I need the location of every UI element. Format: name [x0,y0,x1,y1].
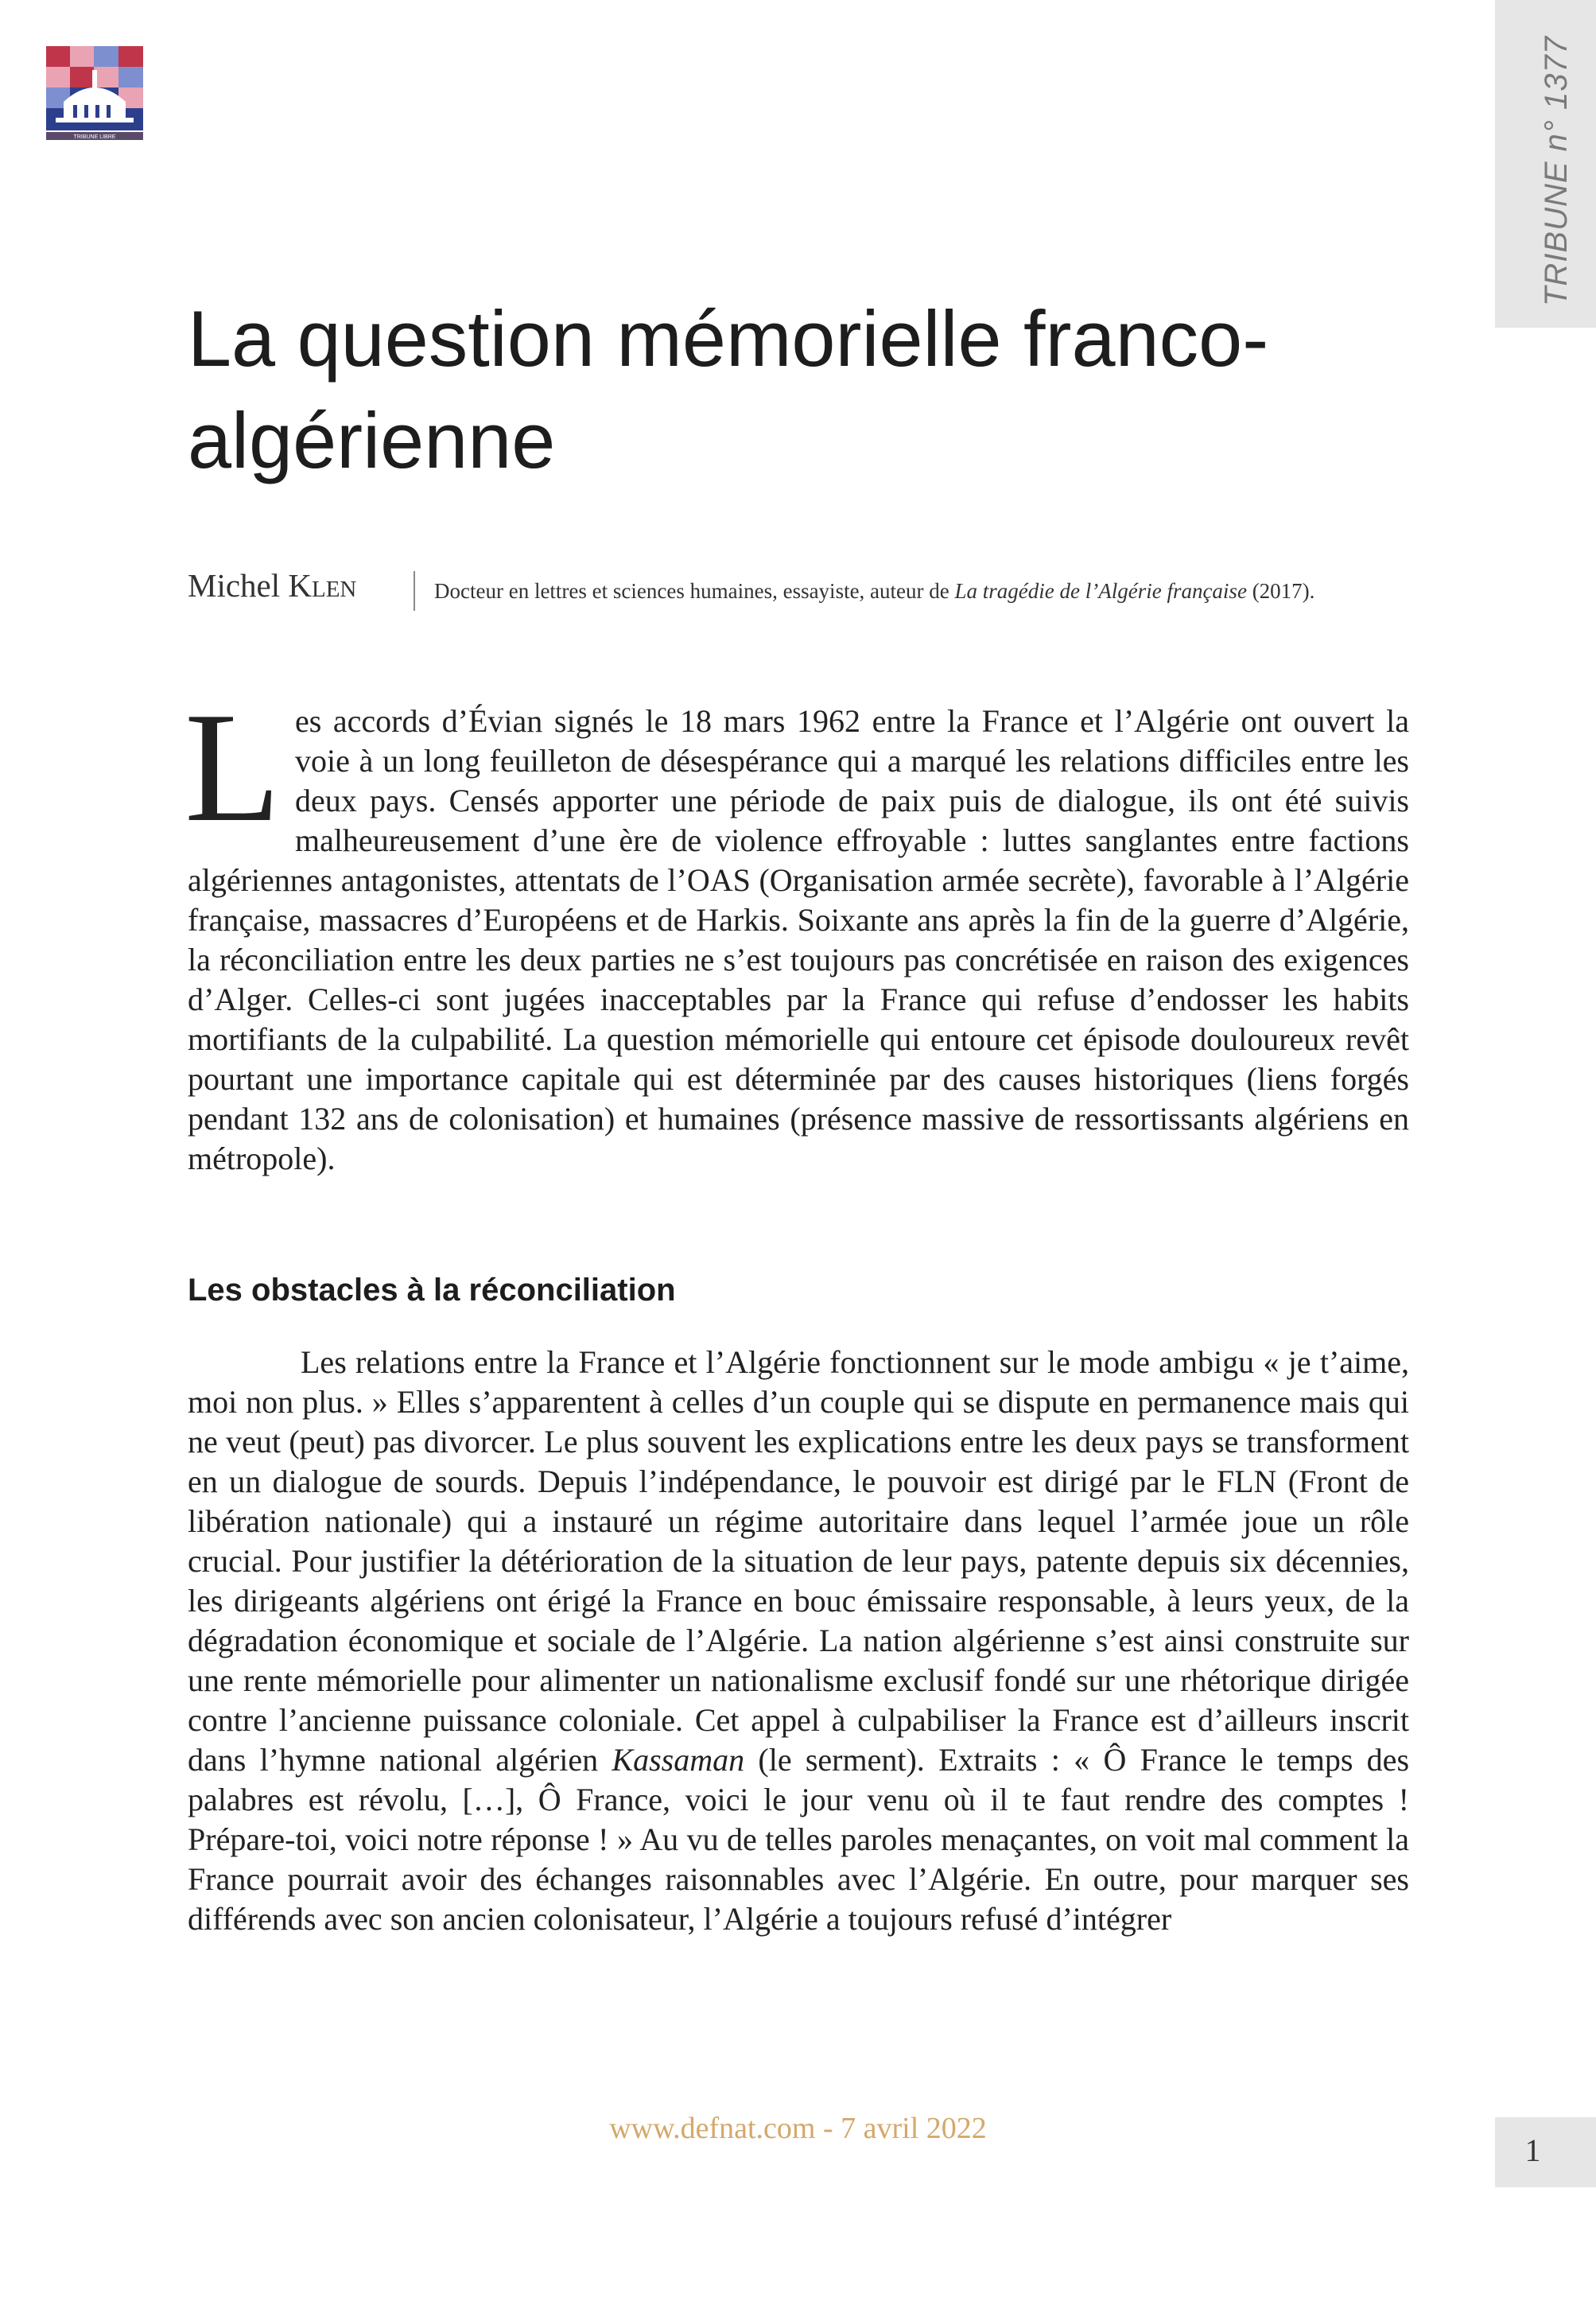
section-paragraph [188,1343,1409,1939]
author-book-title: La tragédie de l’Algérie française [954,579,1247,603]
author-name [188,566,356,604]
author-description-text: Docteur en lettres et sciences humaines, essayiste, auteur de [434,579,955,603]
author-last-name: Klen [288,567,357,604]
author-divider [414,571,415,611]
anthem-title: Kassaman [612,1742,745,1778]
author-first-name: Michel [188,567,289,604]
intro-paragraph [184,680,1409,1179]
tribune-number-label: TRIBUNE n° 1377 [1539,35,1574,306]
author-description [434,579,1314,604]
institution-logo [46,46,143,142]
logo-caption: TRIBUNE LIBRE [73,134,116,140]
section-text-part2: (le serment). Extraits : « Ô France le temps des palabres est révolu, […], Ô France, voici le jour venu où il te faut rendre des comptes ! Prépare-toi, voici notre réponse ! » Au vu de telles paroles menaçantes, on voit mal comment la France pourrait avoir des échanges raisonnables avec l’Algérie. En outre, pour marquer ses différends avec son ancien colonisateur, l’Algérie a toujours refusé d’intégrer [188,1742,1410,1937]
footer-link[interactable]: www.defnat.com - 7 avril 2022 [609,2112,987,2145]
page-number: 1 [1524,2132,1541,2168]
section-text-part1: Les relations entre la France et l’Algérie fonctionnent sur le mode ambigu « je t’aime, moi non plus. » Elles s’apparentent à celles d’un couple qui se dispute en permanence mais qui ne veut (peut) pas divorcer. Le plus souvent les explications entre les deux pays se transforment en un dialogue de sourds. Depuis l’indépendance, le pouvoir est dirigé par le FLN (Front de libération nationale) qui a instauré un régime autoritaire dans lequel l’armée joue un rôle crucial. Pour justifier la détérioration de la situation de leur pays, patente depuis six décennies, les dirigeants algériens ont érigé la France en bouc émissaire responsable, à leurs yeux, de la dégradation économique et sociale de l’Algérie. La nation algérienne s’est ainsi construite sur une rente mémorielle pour alimenter un nationalisme exclusif fondé sur une rhétorique dirigée contre l’ancienne puissance coloniale. Cet appel à culpabiliser la France est d’ailleurs inscrit dans l’hymne national algérien [188,1344,1409,1778]
page-number-tab [1495,2117,1596,2187]
section-heading: Les obstacles à la réconciliation [188,1273,676,1308]
author-byline [188,566,1412,611]
page-title: La question mémorielle franco-algérienne [188,294,1269,484]
author-description-year: (2017). [1246,579,1315,603]
intro-text: es accords d’Évian signés le 18 mars 1962 entre la France et l’Algérie ont ouvert la voie à un long feuilleton de désespérance qui a marqué les relations difficiles entre les deux pays. Censés apporter une période de paix puis de dialogue, ils ont été suivis malheureusement d’une ère de violence effroyable : luttes sanglantes entre factions algériennes antagonistes, attentats de l’OAS (Organisation armée secrète), favorable à l’Algérie française, massacres d’Européens et de Harkis. Soixante ans après la fin de la guerre d’Algérie, la réconciliation entre les deux parties ne s’est toujours pas concrétisée en raison des exigences d’Alger. Celles-ci sont jugées inacceptables par la France qui refuse d’endosser les habits mortifiants de la culpabilité. La question mémorielle qui entoure cet épisode douloureux revêt pourtant une importance capitale qui est déterminée par des causes historiques (liens forgés pendant 132 ans de colonisation) et humaines (présence massive de ressortissants algériens en métropole). [188,703,1409,1176]
drop-cap: L [184,680,281,854]
